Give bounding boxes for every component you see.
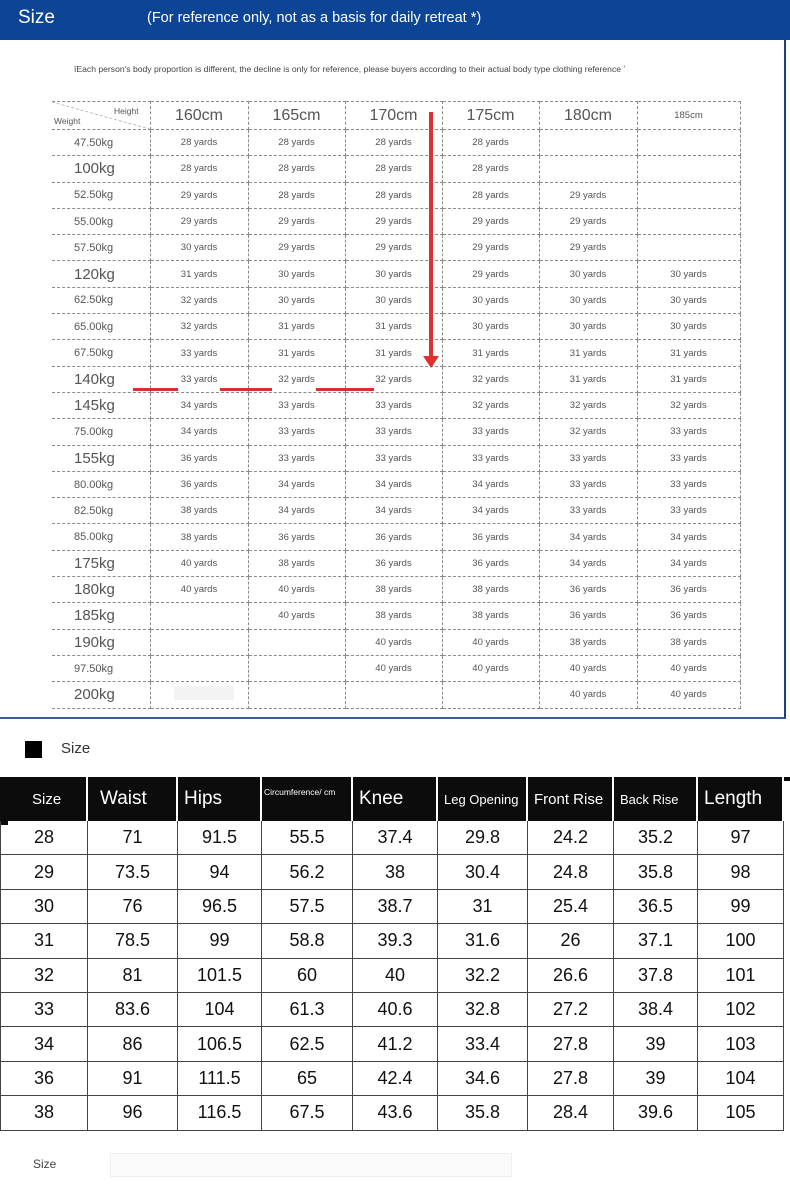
table-cell: 25.4 <box>528 890 614 924</box>
table-cell: 104 <box>178 993 262 1027</box>
table-cell: 32 <box>0 959 88 993</box>
table-cell: 62.5 <box>262 1027 353 1061</box>
size-cell <box>637 235 740 261</box>
table-cell: 99 <box>698 890 784 924</box>
size-cell <box>248 682 345 708</box>
table-cell: 60 <box>262 959 353 993</box>
size-cell: 34 yards <box>345 471 442 497</box>
weight-height-chart <box>52 101 741 709</box>
weight-row <box>52 445 740 471</box>
size-cell: 36 yards <box>345 550 442 576</box>
size-cell: 38 yards <box>150 524 248 550</box>
table-cell: 111.5 <box>178 1062 262 1096</box>
height-header: 175cm <box>442 102 539 130</box>
table-cell: 58.8 <box>262 924 353 958</box>
size-cell: 34 yards <box>150 419 248 445</box>
table-cell: 86 <box>88 1027 178 1061</box>
table-cell: 101.5 <box>178 959 262 993</box>
table-cell: 67.5 <box>262 1096 353 1130</box>
weight-row <box>52 130 740 156</box>
table-cell: 32.8 <box>438 993 528 1027</box>
table-row <box>0 855 784 889</box>
weight-label: 47.50kg <box>52 130 150 156</box>
size-cell: 40 yards <box>442 655 539 681</box>
weight-label: 97.50kg <box>52 655 150 681</box>
size-cell: 31 yards <box>248 314 345 340</box>
size-cell: 40 yards <box>248 603 345 629</box>
size-cell <box>345 682 442 708</box>
weight-label: 80.00kg <box>52 471 150 497</box>
weight-row <box>52 235 740 261</box>
size-cell <box>539 156 637 182</box>
size-cell: 40 yards <box>150 550 248 576</box>
table-cell: 38 <box>0 1096 88 1130</box>
size-cell: 38 yards <box>248 550 345 576</box>
size-cell: 30 yards <box>248 261 345 287</box>
size-cell: 36 yards <box>442 550 539 576</box>
size-cell: 29 yards <box>150 208 248 234</box>
table-cell: 35.8 <box>438 1096 528 1130</box>
size-cell: 38 yards <box>345 603 442 629</box>
weight-row <box>52 550 740 576</box>
table-cell: 37.1 <box>614 924 698 958</box>
size-cell: 30 yards <box>637 314 740 340</box>
table-row <box>0 993 784 1027</box>
size-cell: 40 yards <box>345 655 442 681</box>
weight-label: 55.00kg <box>52 208 150 234</box>
weight-row <box>52 655 740 681</box>
table-cell: 28 <box>0 821 88 855</box>
size-cell: 34 yards <box>637 524 740 550</box>
height-header: 185cm <box>637 102 740 130</box>
table-cell: 31 <box>438 890 528 924</box>
size-cell: 33 yards <box>539 498 637 524</box>
size-cell: 28 yards <box>442 182 539 208</box>
size-cell: 32 yards <box>442 392 539 418</box>
table-cell: 32.2 <box>438 959 528 993</box>
size-cell: 30 yards <box>442 314 539 340</box>
size-cell: 28 yards <box>150 130 248 156</box>
table-row <box>0 959 784 993</box>
height-header: 170cm <box>345 102 442 130</box>
section-title: Size <box>61 740 91 757</box>
measurement-table <box>0 777 784 1131</box>
size-cell: 40 yards <box>248 577 345 603</box>
weight-row <box>52 577 740 603</box>
size-cell: 33 yards <box>248 419 345 445</box>
size-cell: 38 yards <box>345 577 442 603</box>
table-cell: 31 <box>0 924 88 958</box>
weight-label: 145kg <box>52 392 150 418</box>
size-cell: 32 yards <box>345 366 442 392</box>
size-cell: 30 yards <box>150 235 248 261</box>
size-cell: 40 yards <box>637 682 740 708</box>
size-cell: 36 yards <box>637 603 740 629</box>
table-cell: 29.8 <box>438 821 528 855</box>
size-cell: 40 yards <box>442 629 539 655</box>
footer-label: Size <box>33 1157 57 1171</box>
size-cell: 30 yards <box>637 287 740 313</box>
table-cell: 40 <box>353 959 438 993</box>
size-cell: 34 yards <box>248 471 345 497</box>
weight-label: 180kg <box>52 577 150 603</box>
weight-row <box>52 392 740 418</box>
weight-label: 100kg <box>52 156 150 182</box>
weight-row <box>52 261 740 287</box>
weight-label: 200kg <box>52 682 150 708</box>
size-cell: 31 yards <box>539 366 637 392</box>
size-cell: 32 yards <box>539 419 637 445</box>
size-cell: 33 yards <box>539 471 637 497</box>
weight-row <box>52 156 740 182</box>
size-cell: 36 yards <box>442 524 539 550</box>
corner-weight-label: Weight <box>54 116 81 126</box>
weight-label: 65.00kg <box>52 314 150 340</box>
size-cell: 36 yards <box>345 524 442 550</box>
table-cell: 24.2 <box>528 821 614 855</box>
size-cell: 30 yards <box>539 261 637 287</box>
table-cell: 106.5 <box>178 1027 262 1061</box>
banner-note: (For reference only, not as a basis for daily retreat *) <box>147 10 482 26</box>
table-cell: 73.5 <box>88 855 178 889</box>
table-cell: 37.8 <box>614 959 698 993</box>
size-cell: 33 yards <box>345 419 442 445</box>
size-cell: 34 yards <box>442 471 539 497</box>
weight-row <box>52 629 740 655</box>
size-cell: 31 yards <box>442 340 539 366</box>
size-cell: 33 yards <box>150 340 248 366</box>
size-cell: 28 yards <box>345 156 442 182</box>
size-cell: 33 yards <box>345 445 442 471</box>
size-cell <box>150 629 248 655</box>
col-header-front-rise: Front Rise <box>528 777 614 821</box>
col-header-waist: Waist <box>88 777 178 821</box>
size-cell: 33 yards <box>539 445 637 471</box>
table-cell: 38 <box>353 855 438 889</box>
size-cell: 38 yards <box>442 603 539 629</box>
table-cell: 40.6 <box>353 993 438 1027</box>
table-cell: 39 <box>614 1062 698 1096</box>
table-cell: 30 <box>0 890 88 924</box>
table-cell: 35.2 <box>614 821 698 855</box>
size-cell: 30 yards <box>539 314 637 340</box>
table-cell: 103 <box>698 1027 784 1061</box>
red-marker-line <box>316 388 374 391</box>
size-cell: 31 yards <box>345 314 442 340</box>
size-cell: 34 yards <box>345 498 442 524</box>
size-cell: 34 yards <box>150 392 248 418</box>
size-cell <box>539 130 637 156</box>
table-cell: 61.3 <box>262 993 353 1027</box>
col-header-size: Size <box>0 777 88 821</box>
table-cell: 83.6 <box>88 993 178 1027</box>
weight-label: 52.50kg <box>52 182 150 208</box>
size-cell: 29 yards <box>442 208 539 234</box>
corner-height-label: Height <box>114 106 139 116</box>
size-cell: 28 yards <box>442 156 539 182</box>
size-cell: 34 yards <box>637 550 740 576</box>
size-cell: 38 yards <box>637 629 740 655</box>
table-cell: 105 <box>698 1096 784 1130</box>
size-cell: 40 yards <box>539 655 637 681</box>
table-cell: 78.5 <box>88 924 178 958</box>
weight-row <box>52 682 740 708</box>
size-cell: 34 yards <box>442 498 539 524</box>
size-cell: 29 yards <box>442 261 539 287</box>
table-cell: 100 <box>698 924 784 958</box>
size-cell: 38 yards <box>150 498 248 524</box>
table-cell: 37.4 <box>353 821 438 855</box>
size-cell: 36 yards <box>248 524 345 550</box>
size-cell <box>442 682 539 708</box>
col-header-hips: Hips <box>178 777 262 821</box>
table-cell: 33.4 <box>438 1027 528 1061</box>
red-marker-line <box>133 388 178 391</box>
table-cell: 97 <box>698 821 784 855</box>
size-cell: 34 yards <box>248 498 345 524</box>
red-marker-line <box>220 388 272 391</box>
weight-label: 140kg <box>52 366 150 392</box>
weight-row <box>52 182 740 208</box>
size-cell: 28 yards <box>248 156 345 182</box>
disclaimer-text: īEach person's body proportion is different, the decline is only for reference, please buyers according to their actual body type clothing reference ʼ <box>74 64 626 74</box>
weight-row <box>52 524 740 550</box>
size-cell: 31 yards <box>637 340 740 366</box>
table-cell: 39.3 <box>353 924 438 958</box>
table-row <box>0 1096 784 1130</box>
table-cell: 34 <box>0 1027 88 1061</box>
size-cell: 30 yards <box>345 261 442 287</box>
col-header-circumference: Circumference/ cm <box>262 777 353 821</box>
size-cell <box>637 182 740 208</box>
weight-row <box>52 287 740 313</box>
table-cell: 43.6 <box>353 1096 438 1130</box>
size-cell: 30 yards <box>442 287 539 313</box>
size-cell: 40 yards <box>539 682 637 708</box>
corner-cell <box>52 102 150 130</box>
blank-patch <box>174 686 234 700</box>
table-cell: 101 <box>698 959 784 993</box>
table-cell: 76 <box>88 890 178 924</box>
size-cell: 31 yards <box>345 340 442 366</box>
size-cell <box>150 655 248 681</box>
height-header: 160cm <box>150 102 248 130</box>
table-cell: 96.5 <box>178 890 262 924</box>
footer-blank-bar <box>110 1153 512 1177</box>
table-cell: 91.5 <box>178 821 262 855</box>
size-cell: 33 yards <box>442 419 539 445</box>
size-cell <box>150 603 248 629</box>
table-cell: 39 <box>614 1027 698 1061</box>
size-cell: 29 yards <box>345 235 442 261</box>
arrow-head-icon <box>423 356 439 368</box>
size-cell: 32 yards <box>539 392 637 418</box>
table-cell: 39.6 <box>614 1096 698 1130</box>
size-cell: 28 yards <box>248 130 345 156</box>
size-cell: 36 yards <box>150 445 248 471</box>
table-cell: 26 <box>528 924 614 958</box>
size-cell: 32 yards <box>150 314 248 340</box>
size-cell: 40 yards <box>345 629 442 655</box>
size-cell: 36 yards <box>150 471 248 497</box>
weight-label: 190kg <box>52 629 150 655</box>
size-cell: 33 yards <box>637 419 740 445</box>
size-cell: 32 yards <box>248 366 345 392</box>
table-cell: 94 <box>178 855 262 889</box>
table-cell: 27.8 <box>528 1027 614 1061</box>
weight-row <box>52 603 740 629</box>
weight-label: 155kg <box>52 445 150 471</box>
size-cell: 38 yards <box>539 629 637 655</box>
size-cell: 36 yards <box>637 577 740 603</box>
size-cell: 33 yards <box>637 445 740 471</box>
size-cell <box>248 655 345 681</box>
arrow-down-icon <box>429 112 433 360</box>
size-cell: 33 yards <box>442 445 539 471</box>
weight-label: 185kg <box>52 603 150 629</box>
table-cell: 28.4 <box>528 1096 614 1130</box>
size-cell: 29 yards <box>539 235 637 261</box>
table-cell: 41.2 <box>353 1027 438 1061</box>
table-cell: 91 <box>88 1062 178 1096</box>
table-cell: 71 <box>88 821 178 855</box>
square-bullet-icon <box>25 741 42 758</box>
weight-label: 57.50kg <box>52 235 150 261</box>
header-banner <box>0 0 790 40</box>
col-header-leg-opening: Leg Opening <box>438 777 528 821</box>
table-cell: 81 <box>88 959 178 993</box>
table-cell: 57.5 <box>262 890 353 924</box>
banner-title: Size <box>18 7 55 28</box>
size-cell: 31 yards <box>150 261 248 287</box>
table-cell: 98 <box>698 855 784 889</box>
height-header: 180cm <box>539 102 637 130</box>
size-cell: 29 yards <box>539 182 637 208</box>
size-cell: 30 yards <box>345 287 442 313</box>
size-cell: 30 yards <box>637 261 740 287</box>
size-cell <box>637 130 740 156</box>
size-cell: 29 yards <box>539 208 637 234</box>
col-header-length: Length <box>698 777 784 821</box>
size-cell: 38 yards <box>442 577 539 603</box>
size-cell: 33 yards <box>637 471 740 497</box>
size-cell: 36 yards <box>539 577 637 603</box>
size-cell: 33 yards <box>150 366 248 392</box>
table-row <box>0 1062 784 1096</box>
table-cell: 36.5 <box>614 890 698 924</box>
col-header-knee: Knee <box>353 777 438 821</box>
table-cell: 27.2 <box>528 993 614 1027</box>
size-cell: 40 yards <box>150 577 248 603</box>
table-cell: 24.8 <box>528 855 614 889</box>
weight-row <box>52 340 740 366</box>
size-cell: 40 yards <box>637 655 740 681</box>
weight-row <box>52 471 740 497</box>
table-cell: 34.6 <box>438 1062 528 1096</box>
size-cell: 31 yards <box>539 340 637 366</box>
table-row <box>0 890 784 924</box>
size-cell: 28 yards <box>345 130 442 156</box>
size-cell: 29 yards <box>345 208 442 234</box>
weight-label: 120kg <box>52 261 150 287</box>
table-cell: 26.6 <box>528 959 614 993</box>
size-cell: 28 yards <box>442 130 539 156</box>
height-header: 165cm <box>248 102 345 130</box>
table-cell: 56.2 <box>262 855 353 889</box>
table-cell: 96 <box>88 1096 178 1130</box>
size-cell: 34 yards <box>539 524 637 550</box>
table-cell: 38.7 <box>353 890 438 924</box>
weight-row <box>52 314 740 340</box>
table-cell: 27.8 <box>528 1062 614 1096</box>
table-cell: 30.4 <box>438 855 528 889</box>
weight-row <box>52 208 740 234</box>
table-cell: 36 <box>0 1062 88 1096</box>
size-cell: 29 yards <box>150 182 248 208</box>
weight-label: 82.50kg <box>52 498 150 524</box>
table-row <box>0 924 784 958</box>
table-cell: 29 <box>0 855 88 889</box>
table-cell: 38.4 <box>614 993 698 1027</box>
size-cell <box>637 156 740 182</box>
size-cell: 32 yards <box>442 366 539 392</box>
size-cell: 28 yards <box>345 182 442 208</box>
size-cell: 29 yards <box>442 235 539 261</box>
table-cell: 55.5 <box>262 821 353 855</box>
size-cell: 29 yards <box>248 208 345 234</box>
size-cell: 32 yards <box>637 392 740 418</box>
size-cell: 33 yards <box>248 445 345 471</box>
size-cell: 28 yards <box>248 182 345 208</box>
table-cell: 102 <box>698 993 784 1027</box>
weight-row <box>52 419 740 445</box>
table-cell: 104 <box>698 1062 784 1096</box>
weight-label: 175kg <box>52 550 150 576</box>
size-cell: 31 yards <box>248 340 345 366</box>
size-cell <box>248 629 345 655</box>
size-cell: 30 yards <box>248 287 345 313</box>
weight-label: 62.50kg <box>52 287 150 313</box>
table-cell: 35.8 <box>614 855 698 889</box>
size-cell: 36 yards <box>539 603 637 629</box>
size-cell: 32 yards <box>150 287 248 313</box>
size-cell: 33 yards <box>637 498 740 524</box>
size-cell: 29 yards <box>248 235 345 261</box>
size-cell <box>637 208 740 234</box>
table-cell: 33 <box>0 993 88 1027</box>
table-cell: 116.5 <box>178 1096 262 1130</box>
size-cell: 33 yards <box>345 392 442 418</box>
size-cell: 30 yards <box>539 287 637 313</box>
table-cell: 42.4 <box>353 1062 438 1096</box>
size-cell: 34 yards <box>539 550 637 576</box>
weight-label: 67.50kg <box>52 340 150 366</box>
table-cell: 99 <box>178 924 262 958</box>
weight-label: 85.00kg <box>52 524 150 550</box>
size-cell: 28 yards <box>150 156 248 182</box>
table-cell: 31.6 <box>438 924 528 958</box>
size-cell: 31 yards <box>637 366 740 392</box>
weight-label: 75.00kg <box>52 419 150 445</box>
table-cell: 65 <box>262 1062 353 1096</box>
table-row <box>0 1027 784 1061</box>
table-row <box>0 821 784 855</box>
weight-row <box>52 498 740 524</box>
size-cell: 33 yards <box>248 392 345 418</box>
col-header-back-rise: Back Rise <box>614 777 698 821</box>
